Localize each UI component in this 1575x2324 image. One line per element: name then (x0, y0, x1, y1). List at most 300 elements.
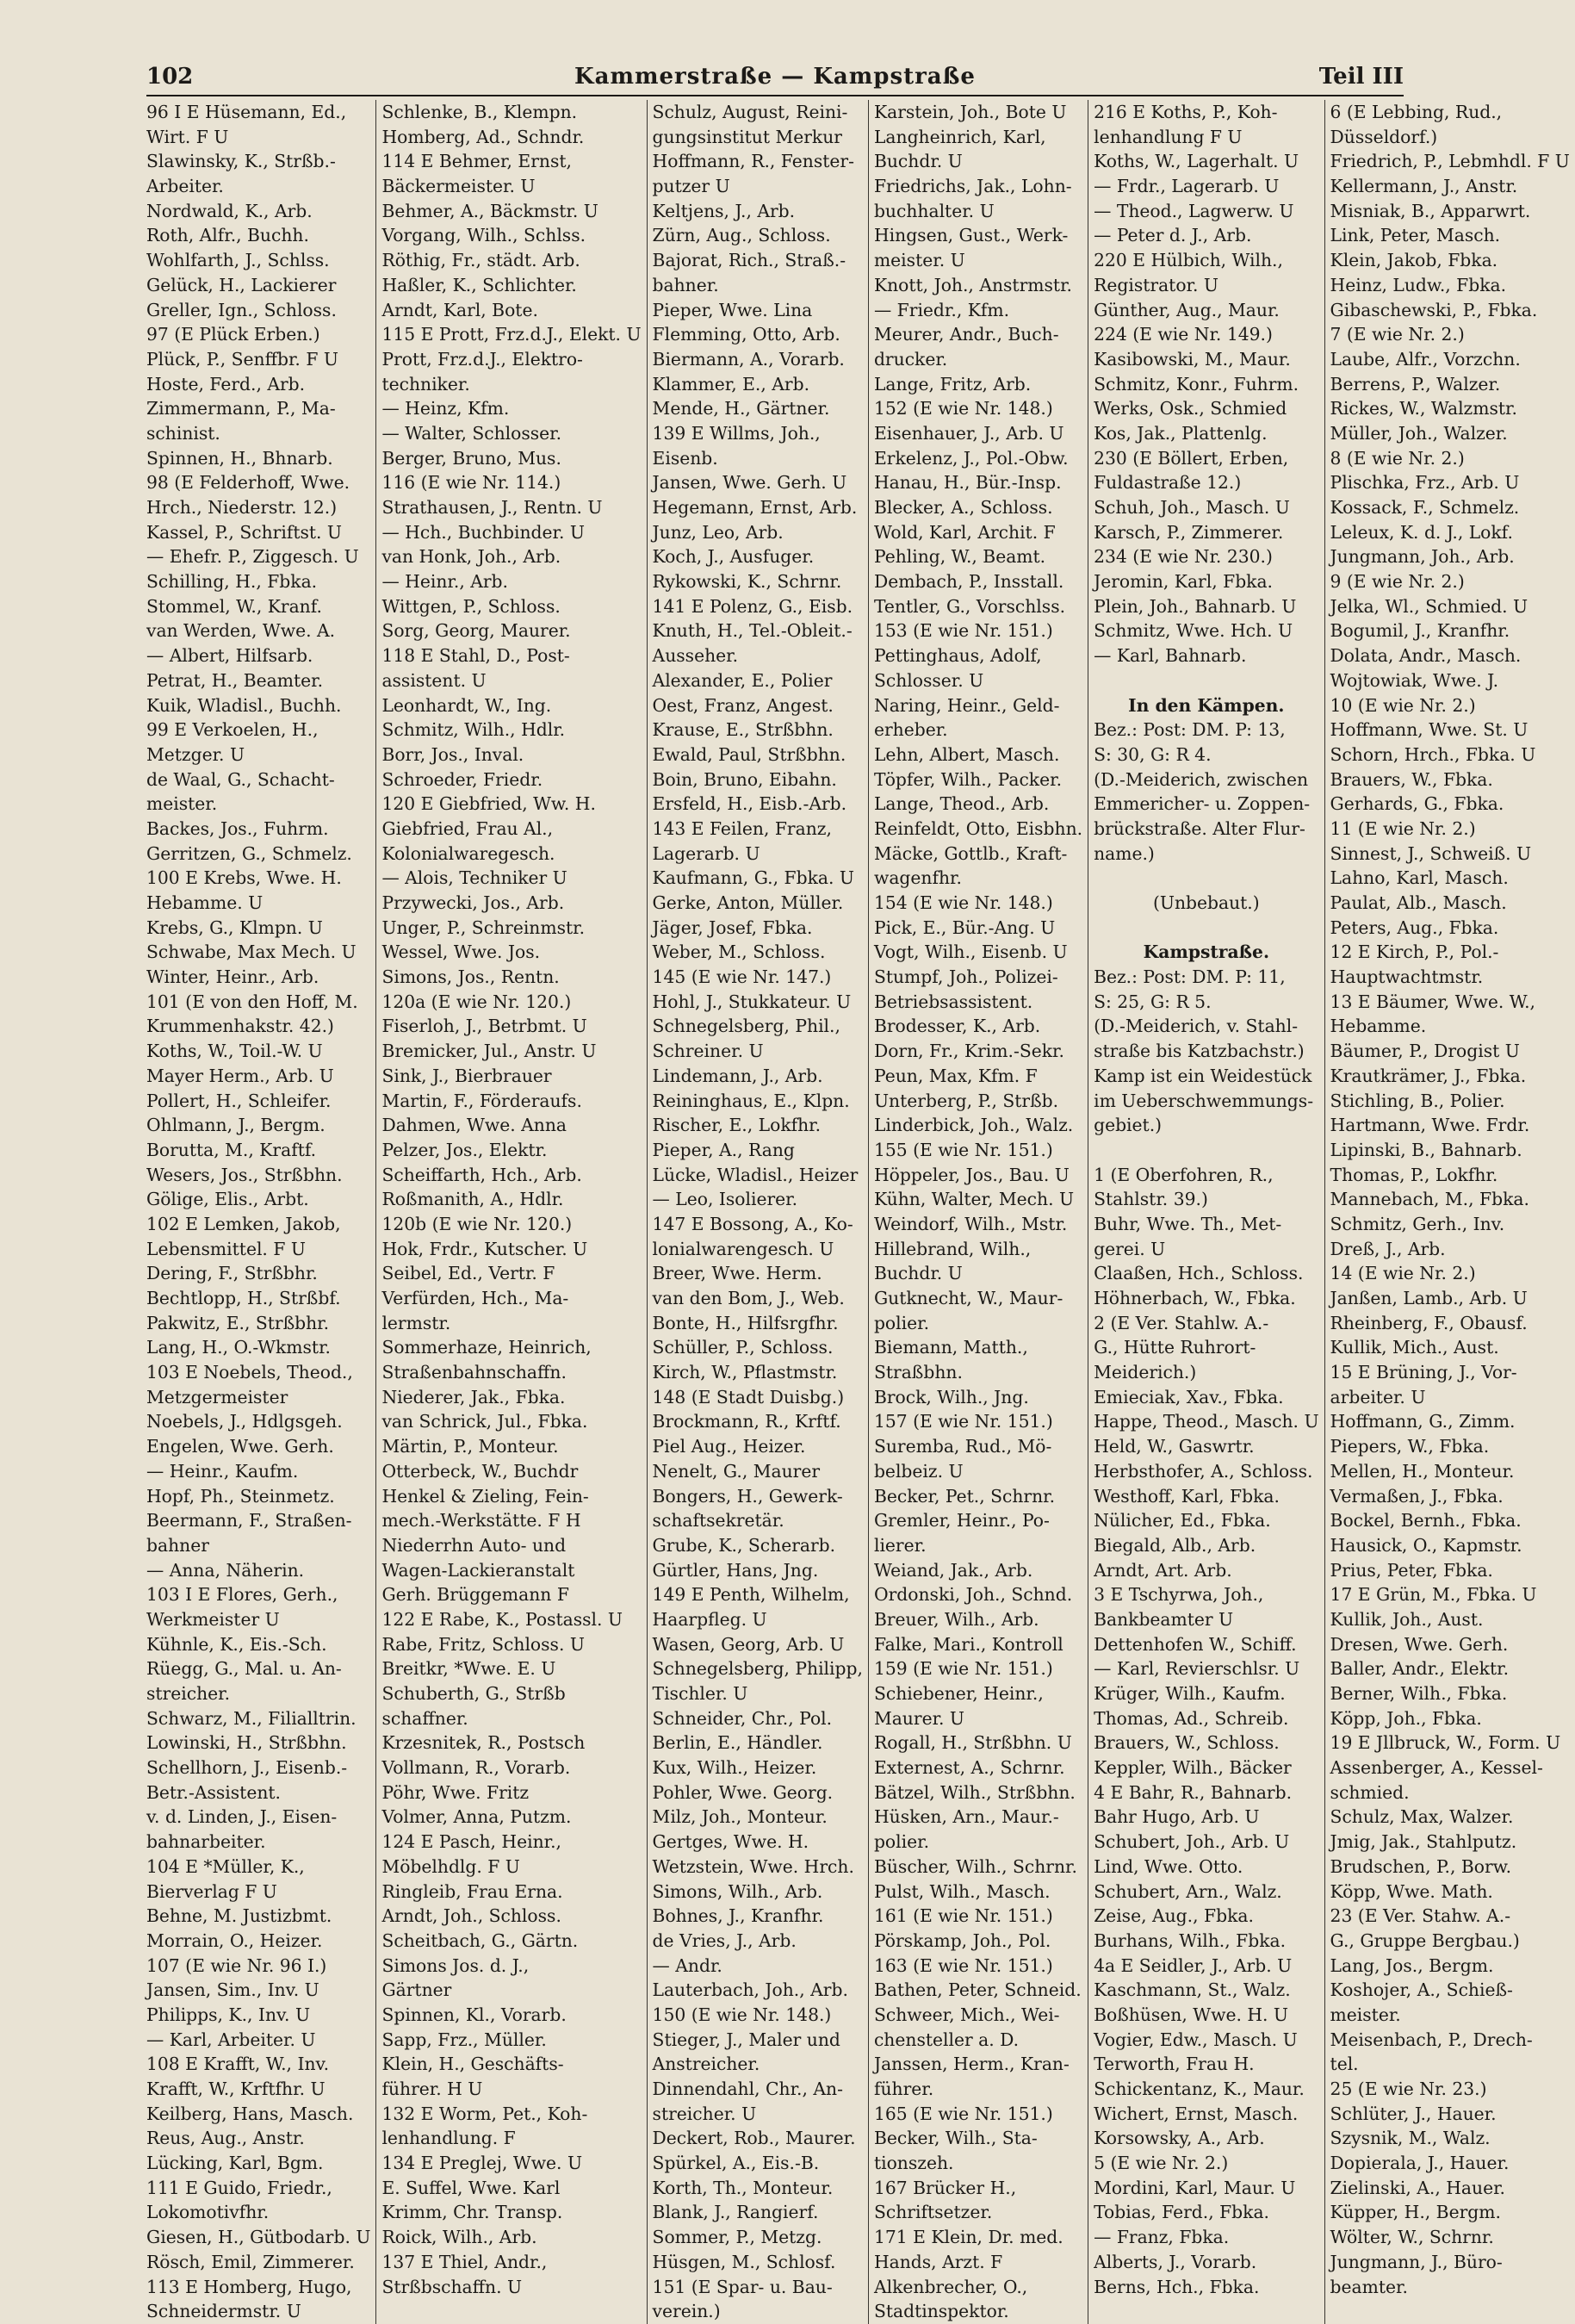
directory-entry-line: Lehn, Albert, Masch. (873, 743, 1060, 765)
directory-entry-line: Meurer, Andr., Buch- (873, 324, 1059, 345)
directory-entry-line: Karstein, Joh., Bote U (873, 102, 1067, 122)
directory-entry-line: Scheitbach, G., Gärtn. (381, 1929, 579, 1951)
directory-entry-line: van den Bom, J., Web. (652, 1288, 845, 1308)
directory-entry-line: Dorn, Fr., Krim.-Sekr. (873, 1041, 1064, 1062)
directory-entry-line: 114 E Behmer, Ernst, (381, 151, 572, 172)
directory-entry-line: Gürtler, Hans, Jng. (652, 1559, 819, 1581)
directory-entry-line: Niederrhn Auto- und (381, 1534, 567, 1556)
directory-entry-line: Wittgen, P., Schloss. (381, 595, 561, 617)
directory-entry-line: 152 (E wie Nr. 148.) (873, 398, 1053, 419)
directory-column-1 (146, 100, 375, 2324)
directory-entry-line: Pulst, Wilh., Masch. (873, 1880, 1051, 1902)
directory-entry-line: Mannebach, M., Fbka. (1330, 1189, 1529, 1210)
directory-entry-line: Deckert, Rob., Maurer. (652, 2128, 856, 2149)
directory-entry-line: Müller, Joh., Walzer. (1330, 422, 1508, 444)
directory-entry-line: Brauers, W., Schloss. (1094, 1732, 1280, 1754)
directory-entry-line: Bremicker, Jul., Anstr. U (381, 1041, 597, 1062)
directory-entry-line: Koshojer, A., Schieß- (1330, 1979, 1513, 2001)
directory-entry-line: 10 (E wie Nr. 2.) (1330, 694, 1476, 716)
directory-entry-line: de Waal, G., Schacht- (146, 768, 335, 790)
directory-entry-line: Schneidermstr. U (146, 2301, 301, 2322)
directory-entry-line: Biegald, Alb., Arb. (1094, 1534, 1256, 1556)
directory-entry-line: Kux, Wilh., Heizer. (652, 1757, 817, 1779)
directory-entry-line: Mende, H., Gärtner. (652, 398, 830, 419)
directory-entry-line: — Karl, Bahnarb. (1094, 645, 1247, 667)
directory-entry-line: Bahr Hugo, Arb. U (1094, 1806, 1260, 1828)
directory-entry-line: putzer U (652, 176, 730, 197)
directory-entry-line: Fuldastraße 12.) (1094, 472, 1242, 494)
directory-entry-line: Kaschmann, St., Walz. (1094, 1979, 1291, 2001)
directory-entry-line: 107 (E wie Nr. 96 I.) (146, 1954, 327, 1976)
directory-entry-line: Langheinrich, Karl, (873, 126, 1046, 147)
directory-entry-line: Keppler, Wilh., Bäcker (1094, 1757, 1292, 1779)
directory-entry-line: Koths, W., Lagerhalt. U (1094, 151, 1299, 172)
directory-entry-line: Buchdr. U (873, 1263, 963, 1284)
directory-entry-line: Baller, Andr., Elektr. (1330, 1658, 1510, 1680)
directory-entry-line: Engelen, Wwe. Gerh. (146, 1436, 334, 1457)
directory-entry-line: — Walter, Schlosser. (381, 422, 562, 444)
directory-entry-line: Bäumer, P., Drogist U (1330, 1041, 1520, 1062)
directory-entry-line: arbeiter. U (1330, 1386, 1426, 1407)
directory-entry-line: Lowinski, H., Strßbhn. (146, 1732, 347, 1754)
directory-entry-line: Westhoff, Karl, Fbka. (1094, 1485, 1280, 1507)
directory-entry-line: 5 (E wie Nr. 2.) (1094, 2153, 1229, 2174)
directory-entry-line: 100 E Krebs, Wwe. H. (146, 867, 342, 889)
directory-entry-line: Schlüter, J., Hauer. (1330, 2103, 1497, 2124)
directory-entry-line: Hok, Frdr., Kutscher. U (381, 1238, 588, 1259)
directory-entry-line: Schlosser. U (873, 669, 984, 691)
directory-entry-line: Homberg, Ad., Schndr. (381, 126, 585, 147)
directory-entry-line: 4a E Seidler, J., Arb. U (1094, 1954, 1293, 1976)
directory-entry-line: 148 (E Stadt Duisbg.) (652, 1386, 845, 1407)
directory-entry-line: Meiderich.) (1094, 1362, 1197, 1383)
directory-entry-line: Gertges, Wwe. H. (652, 1831, 809, 1853)
directory-entry-line: Misniak, B., Apparwrt. (1330, 200, 1531, 221)
directory-entry-line: — Alois, Techniker U (381, 867, 567, 889)
directory-entry-line: Szysnik, M., Walz. (1330, 2128, 1491, 2149)
directory-entry-line: Breitkr, *Wwe. E. U (381, 1658, 556, 1680)
directory-entry-line: Knuth, H., Tel.-Obleit.- (652, 620, 853, 642)
directory-entry-line: Lange, Fritz, Arb. (873, 373, 1032, 395)
directory-entry-line: Arbeiter. (146, 176, 224, 197)
directory-entry-line: Alkenbrecher, O., (873, 2276, 1028, 2297)
directory-entry-line: Straßbhn. (873, 1362, 963, 1383)
directory-entry-line: Korsowsky, A., Arb. (1094, 2128, 1265, 2149)
page-number: 102 (146, 64, 194, 90)
directory-entry-line: Piel Aug., Heizer. (652, 1436, 806, 1457)
directory-entry-line: wagenfhr. (873, 867, 962, 889)
directory-entry-line: Hohl, J., Stukkateur. U (652, 991, 852, 1012)
directory-entry-line: Jansen, Sim., Inv. U (146, 1979, 319, 2001)
directory-entry-line: Krautkrämer, J., Fbka. (1330, 1065, 1527, 1086)
directory-entry-line: 104 E *Müller, K., (146, 1855, 305, 1877)
directory-entry-line: Spürkel, A., Eis.-B. (652, 2153, 820, 2174)
directory-entry-line: Lebensmittel. F U (146, 1238, 306, 1259)
directory-entry-line: 11 (E wie Nr. 2.) (1330, 817, 1476, 839)
directory-entry-line: 167 Brücker H., (873, 2177, 1017, 2198)
directory-entry-line: Naring, Heinr., Geld- (873, 694, 1060, 716)
directory-entry-line: Reininghaus, E., Klpn. (652, 1090, 850, 1111)
directory-entry-line: Ersfeld, H., Eisb.-Arb. (652, 793, 847, 815)
directory-entry-line: Dettenhofen W., Schiff. (1094, 1633, 1297, 1655)
directory-entry-line: Köpp, Wwe. Math. (1330, 1880, 1493, 1902)
directory-entry-line: de Vries, J., Arb. (652, 1929, 797, 1951)
directory-entry-line: — Heinr., Arb. (381, 571, 508, 593)
directory-entry-line: Boin, Bruno, Eibahn. (652, 768, 837, 790)
directory-entry-line: Hrch., Niederstr. 12.) (146, 497, 338, 518)
directory-entry-line: Gremler, Heinr., Po- (873, 1510, 1050, 1532)
directory-entry-line: bahner. (652, 274, 719, 295)
directory-entry-line: Koch, J., Ausfuger. (652, 546, 815, 568)
directory-entry-line: Straßenbahnschaffn. (381, 1362, 567, 1383)
directory-entry-line: Betriebsassistent. (873, 991, 1033, 1012)
directory-entry-line: Nordwald, K., Arb. (146, 200, 313, 221)
directory-entry-line: Sommerhaze, Heinrich, (381, 1337, 592, 1358)
directory-entry-line: Kühnle, K., Eis.-Sch. (146, 1633, 327, 1655)
directory-entry-line: Blank, J., Rangierf. (652, 2202, 819, 2223)
directory-entry-line: Bätzel, Wilh., Strßbhn. (873, 1781, 1076, 1803)
directory-entry-line: Schorn, Hrch., Fbka. U (1330, 743, 1536, 765)
directory-entry-line: Krafft, W., Krftfhr. U (146, 2079, 326, 2099)
directory-entry-line: Anstreicher. (652, 2054, 760, 2075)
directory-entry-line: lierer. (873, 1534, 927, 1556)
directory-entry-line: erheber. (873, 719, 948, 741)
directory-entry-line: Schlenke, B., Klempn. (381, 102, 578, 122)
directory-entry-line: Eisenb. (652, 447, 718, 469)
directory-entry-line: Korth, Th., Monteur. (652, 2177, 834, 2198)
directory-entry-line: 157 (E wie Nr. 151.) (873, 1411, 1053, 1432)
directory-entry-line: Hingsen, Gust., Werk- (873, 225, 1069, 246)
directory-entry-line: 224 (E wie Nr. 149.) (1094, 324, 1273, 345)
directory-entry-line: In den Kämpen. (1128, 694, 1285, 716)
directory-entry-line: Scheiffarth, Hch., Arb. (381, 1164, 582, 1185)
directory-entry-line: 151 (E Spar- u. Bau- (652, 2276, 833, 2297)
directory-entry-line: Thomas, Ad., Schreib. (1094, 1707, 1289, 1729)
directory-entry-line: 103 I E Flores, Gerh., (146, 1584, 338, 1606)
directory-entry-line: Reus, Aug., Anstr. (146, 2128, 305, 2149)
directory-entry-line: Berlin, E., Händler. (652, 1732, 823, 1754)
directory-entry-line: 230 (E Böllert, Erben, (1094, 447, 1289, 469)
directory-entry-line: Gerhards, G., Fbka. (1330, 793, 1504, 815)
directory-entry-line: Schwabe, Max Mech. U (146, 941, 357, 963)
directory-entry-line: Krimm, Chr. Transp. (381, 2202, 563, 2223)
directory-entry-line: Kühn, Walter, Mech. U (873, 1189, 1075, 1210)
directory-entry-line: Brodesser, K., Arb. (873, 1016, 1041, 1037)
directory-entry-line: Plischka, Frz., Arb. U (1330, 472, 1520, 494)
directory-entry-line: Kampstraße. (1143, 941, 1270, 963)
directory-column-5 (1088, 100, 1324, 2324)
directory-entry-line: Schweer, Mich., Wei- (873, 2004, 1060, 2025)
directory-entry-line: Burhans, Wilh., Fbka. (1094, 1929, 1287, 1951)
directory-entry-line: Nülicher, Ed., Fbka. (1094, 1510, 1271, 1532)
directory-entry-line: Unger, P., Schreinmstr. (381, 917, 586, 938)
directory-entry-line: Ringleib, Frau Erna. (381, 1880, 563, 1902)
directory-entry-line: 220 E Hülbich, Wilh., (1094, 250, 1283, 271)
directory-entry-line: gerei. U (1094, 1238, 1166, 1259)
directory-entry-line: Oest, Franz, Angest. (652, 694, 834, 716)
directory-entry-line: Nenelt, G., Maurer (652, 1460, 821, 1482)
directory-entry-line: Leonhardt, W., Ing. (381, 694, 552, 716)
directory-entry-line: Lagerarb. U (652, 842, 760, 864)
directory-entry-line: Krause, E., Strßbhn. (652, 719, 834, 741)
directory-entry-line: Grube, K., Scherarb. (652, 1534, 836, 1556)
directory-entry-line: Peters, Aug., Fbka. (1330, 917, 1499, 938)
directory-entry-line: Becker, Pet., Schrnr. (873, 1485, 1056, 1507)
directory-entry-line: Kuik, Wladisl., Buchh. (146, 694, 342, 716)
directory-entry-line: Pohler, Wwe. Georg. (652, 1781, 834, 1803)
directory-entry-line: Pick, E., Bür.-Ang. U (873, 917, 1056, 938)
directory-entry-line: 120 E Giebfried, Ww. H. (381, 793, 596, 815)
directory-entry-line: — Karl, Revierschlsr. U (1094, 1658, 1300, 1680)
directory-entry-line: Beermann, F., Straßen- (146, 1510, 352, 1532)
directory-entry-line: Weindorf, Wilh., Mstr. (873, 1213, 1068, 1234)
directory-entry-line: v. d. Linden, J., Eisen- (146, 1806, 338, 1828)
directory-entry-line: Zimmermann, P., Ma- (146, 398, 336, 419)
directory-entry-line (1094, 668, 1318, 693)
directory-entry-line: Metzger. U (146, 743, 245, 765)
directory-entry-line: drucker. (873, 348, 948, 370)
directory-entry-line: Falke, Mari., Kontroll (873, 1633, 1063, 1655)
directory-entry-line: Strßbschaffn. U (381, 2276, 523, 2297)
directory-entry-line: Behmer, A., Bäckmstr. U (381, 200, 598, 221)
directory-entry-line: schaffner. (381, 1707, 468, 1729)
directory-entry-line: Dahmen, Wwe. Anna (381, 1115, 567, 1136)
directory-entry-line: 234 (E wie Nr. 230.) (1094, 546, 1273, 568)
directory-entry-line: Volmer, Anna, Putzm. (381, 1806, 572, 1828)
directory-entry-line: Büscher, Wilh., Schrnr. (873, 1855, 1077, 1877)
directory-entry-line: — Theod., Lagwerw. U (1094, 200, 1294, 221)
directory-entry-line: Simons, Wilh., Arb. (652, 1880, 823, 1902)
directory-entry-line: Schwarz, M., Filialltrin. (146, 1707, 357, 1729)
directory-entry-line: Wessel, Wwe. Jos. (381, 941, 541, 963)
directory-entry-line: meister. U (873, 250, 965, 271)
directory-entry-line: Hauptwachtmstr. (1330, 966, 1484, 988)
directory-entry-line: Bez.: Post: DM. P: 13, (1094, 719, 1286, 741)
directory-entry-line: Stumpf, Joh., Polizei- (873, 966, 1058, 988)
directory-columns (146, 100, 1570, 2322)
directory-entry-line: Jäger, Josef, Fbka. (652, 917, 813, 938)
directory-entry-line: Märtin, P., Monteur. (381, 1436, 559, 1457)
directory-entry-line: — Peter d. J., Arb. (1094, 225, 1252, 246)
directory-entry-line: Emmericher- u. Zoppen- (1094, 793, 1311, 815)
directory-entry-line: Gölige, Elis., Arbt. (146, 1189, 309, 1210)
directory-entry-line: assistent. U (381, 669, 487, 691)
directory-entry-line: Bockel, Bernh., Fbka. (1330, 1510, 1522, 1532)
directory-entry-line: Giebfried, Frau Al., (381, 817, 554, 839)
directory-entry-line: buchhalter. U (873, 200, 995, 221)
directory-entry-line: Hands, Arzt. F (873, 2251, 1003, 2272)
directory-entry-line: — Albert, Hilfsarb. (146, 645, 313, 667)
directory-entry-line: Flemming, Otto, Arb. (652, 324, 840, 345)
directory-entry-line: Piepers, W., Fbka. (1330, 1436, 1490, 1457)
directory-entry-line: Kellermann, J., Anstr. (1330, 176, 1518, 197)
directory-entry-line: 12 E Kirch, P., Pol.- (1330, 941, 1499, 963)
directory-entry-line: Leleux, K. d. J., Lokf. (1330, 521, 1513, 543)
directory-entry-line: Lange, Theod., Arb. (873, 793, 1050, 815)
directory-entry-line: Vorgang, Wilh., Schlss. (381, 225, 586, 246)
directory-entry-line: 102 E Lemken, Jakob, (146, 1213, 341, 1234)
directory-entry-line: Schroeder, Friedr. (381, 768, 543, 790)
directory-entry-line: straße bis Katzbachstr.) (1094, 1041, 1305, 1062)
directory-entry-line: 97 (E Plück Erben.) (146, 324, 320, 345)
directory-entry-line: Przywecki, Jos., Arb. (381, 892, 565, 913)
directory-entry-line: 139 E Willms, Joh., (652, 422, 821, 444)
directory-entry-line: Bonte, H., Hilfsrgfhr. (652, 1312, 839, 1333)
directory-entry-line: Gibaschewski, P., Fbka. (1330, 299, 1538, 320)
directory-entry-line: Slawinsky, K., Strßb.- (146, 151, 336, 172)
directory-entry-line: Spinnen, Kl., Vorarb. (381, 2004, 567, 2025)
directory-entry-line: Krummenhakstr. 42.) (146, 1016, 334, 1037)
directory-entry-line: streicher. U (652, 2103, 757, 2124)
directory-entry-line: Düsseldorf.) (1330, 126, 1438, 147)
directory-entry-line: Schulz, Max, Walzer. (1330, 1806, 1514, 1828)
directory-entry-line: 6 (E Lebbing, Rud., (1330, 102, 1503, 122)
directory-entry-line: 103 E Noebels, Theod., (146, 1362, 353, 1383)
directory-entry-line: — Andr. (652, 1954, 722, 1976)
directory-entry-line: Gutknecht, W., Maur- (873, 1288, 1063, 1308)
directory-entry-line: Jelka, Wl., Schmied. U (1330, 595, 1528, 617)
directory-entry-line: Bechtlopp, H., Strßbf. (146, 1288, 341, 1308)
directory-entry-line (1094, 916, 1318, 941)
directory-entry-line: Wölter, W., Schrnr. (1330, 2227, 1494, 2248)
directory-entry-line: Lauterbach, Joh., Arb. (652, 1979, 848, 2001)
directory-entry-line: 116 (E wie Nr. 114.) (381, 472, 561, 494)
directory-entry-line: Sink, J., Bierbrauer (381, 1065, 552, 1086)
directory-entry-line: lenhandlung F U (1094, 126, 1243, 147)
directory-entry-line: Hegemann, Ernst, Arb. (652, 497, 858, 518)
directory-entry-line: Röthig, Fr., städt. Arb. (381, 250, 580, 271)
directory-entry-line: Rösch, Emil, Zimmerer. (146, 2251, 355, 2272)
directory-entry-line: Wichert, Ernst, Masch. (1094, 2103, 1299, 2124)
directory-entry-line: 19 E Jllbruck, W., Form. U (1330, 1732, 1561, 1754)
directory-entry-line: Tentler, G., Vorschlss. (873, 595, 1066, 617)
directory-entry-line: führer. (873, 2079, 934, 2099)
directory-entry-line: S: 25, G: R 5. (1094, 991, 1212, 1012)
directory-entry-line: Tobias, Ferd., Fbka. (1094, 2202, 1269, 2223)
directory-entry-line: 132 E Worm, Pet., Koh- (381, 2103, 588, 2124)
directory-entry-line: Borutta, M., Kraftf. (146, 1139, 317, 1160)
directory-entry-line: schaftsekretär. (652, 1510, 784, 1532)
directory-entry-line: Pörskamp, Joh., Pol. (873, 1929, 1051, 1951)
directory-entry-line: Schriftsetzer. (873, 2202, 993, 2223)
directory-entry-line: 120a (E wie Nr. 120.) (381, 991, 572, 1012)
directory-entry-line: Rykowski, K., Schrnr. (652, 571, 842, 593)
directory-entry-line: 108 E Krafft, W., Inv. (146, 2054, 330, 2075)
page-header (146, 60, 1404, 96)
directory-entry-line: Sinnest, J., Schweiß. U (1330, 842, 1532, 864)
directory-entry-line: Strathausen, J., Rentn. U (381, 497, 603, 518)
directory-entry-line: Pöhr, Wwe. Fritz (381, 1781, 530, 1803)
directory-entry-line: Wirt. F U (146, 126, 229, 147)
directory-entry-line: Buchdr. U (873, 151, 963, 172)
directory-entry-line: Lipinski, B., Bahnarb. (1330, 1139, 1522, 1160)
directory-entry-line: Vermaßen, J., Fbka. (1330, 1485, 1504, 1507)
directory-entry-line: Pieper, A., Rang (652, 1139, 795, 1160)
directory-entry-line: 171 E Klein, Dr. med. (873, 2227, 1063, 2248)
directory-entry-line: Schellhorn, J., Eisenb.- (146, 1757, 348, 1779)
directory-entry-line: Stahlstr. 39.) (1094, 1189, 1208, 1210)
directory-entry-line: Schiebener, Heinr., (873, 1683, 1044, 1704)
directory-entry-line: Roick, Wilh., Arb. (381, 2227, 537, 2248)
directory-entry-line: Jmig, Jak., Stahlputz. (1330, 1831, 1517, 1853)
directory-entry-line: verein.) (652, 2301, 721, 2322)
directory-entry-line: Junz, Leo, Arb. (652, 521, 784, 543)
directory-entry-line: van Honk, Joh., Arb. (381, 546, 561, 568)
directory-entry-line: Meisenbach, P., Drech- (1330, 2029, 1533, 2050)
directory-entry-line: Knott, Joh., Anstrmstr. (873, 274, 1072, 295)
directory-entry-line: Simons Jos. d. J., (381, 1954, 530, 1976)
directory-entry-line: Krüger, Wilh., Kaufm. (1094, 1683, 1286, 1704)
directory-entry-line: Schnegelsberg, Philipp, (652, 1658, 863, 1680)
directory-entry-line: bahnarbeiter. (146, 1831, 266, 1853)
directory-entry-line: 9 (E wie Nr. 2.) (1330, 571, 1465, 593)
directory-column-2 (375, 100, 646, 2324)
directory-entry-line: Zürn, Aug., Schloss. (652, 225, 831, 246)
directory-entry-line: Pettinghaus, Adolf, (873, 645, 1042, 667)
directory-entry-line: Schmitz, Konr., Fuhrm. (1094, 373, 1299, 395)
directory-entry-line: G., Hütte Ruhrort- (1094, 1337, 1256, 1358)
directory-entry-line: Brudschen, P., Borw. (1330, 1855, 1512, 1877)
directory-entry-line (1094, 866, 1318, 891)
directory-entry-line: Mordini, Karl, Maur. U (1094, 2177, 1296, 2198)
directory-entry-line: Otterbeck, W., Buchdr (381, 1460, 579, 1482)
directory-entry-line: polier. (873, 1312, 930, 1333)
directory-entry-line: Lindemann, J., Arb. (652, 1065, 823, 1086)
directory-entry-line: Brock, Wilh., Jng. (873, 1386, 1029, 1407)
directory-entry-line: E. Suffel, Wwe. Karl (381, 2177, 561, 2198)
directory-entry-line: — Friedr., Kfm. (873, 299, 1010, 320)
directory-entry-line: Tischler. U (652, 1683, 748, 1704)
directory-entry-line: 118 E Stahl, D., Post- (381, 645, 570, 667)
directory-entry-line: Gelück, H., Lackierer (146, 274, 337, 295)
directory-entry-line: Kaufmann, G., Fbka. U (652, 867, 854, 889)
directory-entry-line: Breuer, Wilh., Arb. (873, 1608, 1039, 1630)
directory-entry-line: Schüller, P., Schloss. (652, 1337, 834, 1358)
part-label: Teil III (1318, 64, 1404, 90)
directory-entry-line: Stieger, J., Maler und (652, 2029, 840, 2050)
directory-entry-line: Roßmanith, A., Hdlr. (381, 1189, 564, 1210)
directory-entry-line: Dresen, Wwe. Gerh. (1330, 1633, 1509, 1655)
directory-entry-line: Dopierala, J., Hauer. (1330, 2153, 1510, 2174)
directory-entry-line: Herbsthofer, A., Schloss. (1094, 1460, 1313, 1482)
directory-entry-line: van Schrick, Jul., Fbka. (381, 1411, 588, 1432)
directory-entry-line: 99 E Verkoelen, H., (146, 719, 319, 741)
directory-entry-line: Bongers, H., Gewerk- (652, 1485, 843, 1507)
directory-entry-line: Giesen, H., Gütbodarb. U (146, 2227, 371, 2248)
directory-entry-line: 4 E Bahr, R., Bahnarb. (1094, 1781, 1293, 1803)
directory-entry-line: Behne, M. Justizbmt. (146, 1905, 332, 1927)
directory-entry-line: Lücke, Wladisl., Heizer (652, 1164, 859, 1185)
directory-entry-line: Pehling, W., Beamt. (873, 546, 1046, 568)
directory-entry-line: 153 (E wie Nr. 151.) (873, 620, 1053, 642)
directory-entry-line: meister. (1330, 2004, 1401, 2025)
directory-entry-line: Kos, Jak., Plattenlg. (1094, 422, 1268, 444)
directory-entry-line: Betr.-Assistent. (146, 1781, 281, 1803)
directory-entry-line: Werkmeister U (146, 1608, 280, 1630)
directory-entry-line: 98 (E Felderhoff, Wwe. (146, 472, 350, 494)
directory-entry-line: Spinnen, H., Bhnarb. (146, 447, 333, 469)
directory-entry-line: meister. (146, 793, 218, 815)
directory-entry-line: G., Gruppe Bergbau.) (1330, 1929, 1520, 1951)
directory-entry-line: Winter, Heinr., Arb. (146, 966, 319, 988)
directory-column-3 (647, 100, 868, 2324)
directory-entry-line: Sapp, Frz., Müller. (381, 2029, 547, 2050)
directory-entry-line: — Franz, Fbka. (1094, 2227, 1230, 2248)
directory-entry-line: Werks, Osk., Schmied (1094, 398, 1287, 419)
directory-entry-line: Lücking, Karl, Bgm. (146, 2153, 324, 2174)
directory-entry-line: Köpp, Joh., Fbka. (1330, 1707, 1482, 1729)
directory-entry-line: Schuberth, G., Strßb (381, 1683, 566, 1704)
